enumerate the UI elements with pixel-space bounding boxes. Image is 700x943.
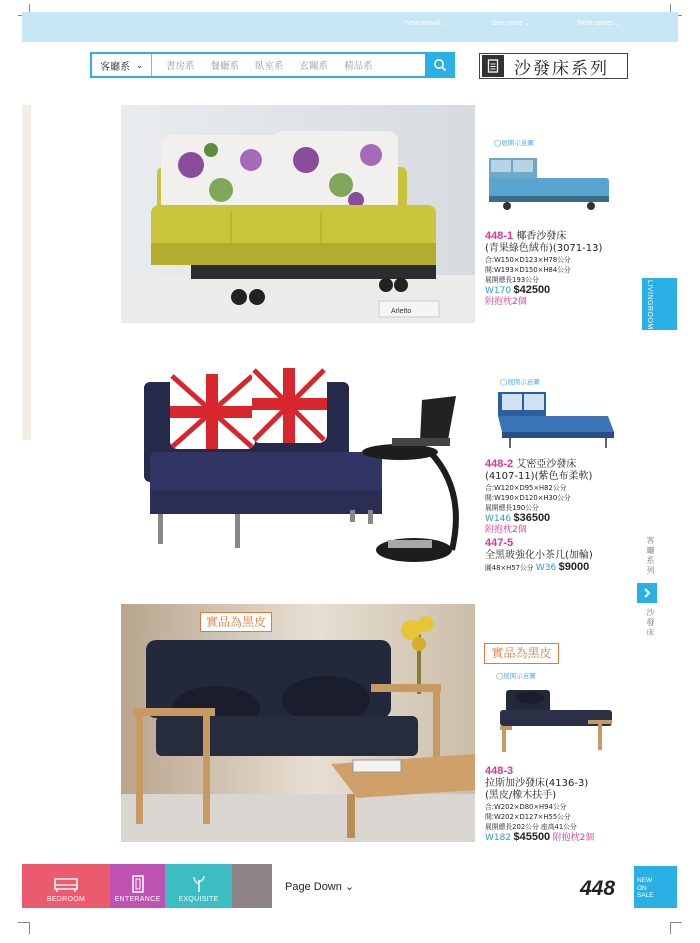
exquisite-button[interactable] (165, 864, 232, 908)
product-info-448-1 (485, 230, 635, 307)
product-name: 全黑玻強化小茶几(加輪) (485, 550, 593, 561)
new-on-sale-line: ON (637, 884, 647, 892)
product-open-length: 展開總長202公分 座高41公分 (485, 823, 577, 831)
top-banner (22, 12, 678, 42)
page-number: 448 (580, 877, 616, 900)
new-arrival-link[interactable]: New arrival ⌄ (405, 20, 448, 27)
product-open-length: 展開總長190公分 (485, 504, 539, 512)
product-open-dim: 開:W202×D127×H55公分 (485, 813, 571, 821)
page-down-button[interactable] (285, 880, 354, 893)
product-code: 448-3 (485, 765, 514, 777)
product-name: 拉斯加沙發床(4136-3) (485, 778, 589, 789)
product-code: 447-5 (485, 537, 514, 549)
product-code: 448-2 (485, 458, 514, 470)
chevron-down-icon: ⌄ (341, 881, 355, 893)
category-select-value: 客廳系 (100, 61, 131, 73)
photo-tag-text: Arletto (391, 308, 412, 315)
livingroom-label: LIVINGROOM (646, 280, 653, 330)
category-select[interactable] (92, 54, 152, 76)
product-closed-dim: 合:W202×D80×H94公分 (485, 803, 567, 811)
product-photo-448-2 (130, 360, 475, 580)
product-extra: 附抱枕2個 (485, 296, 527, 307)
livingroom-tab[interactable] (642, 278, 677, 330)
category-link-dining[interactable]: 餐廳系 (210, 61, 240, 72)
product-w-code: W182 (485, 833, 512, 843)
crop-mark (18, 922, 30, 934)
category-link-bedroom[interactable]: 臥室系 (255, 61, 284, 72)
plant-icon (191, 875, 207, 893)
product-extra: 附抱枕2個 (485, 524, 527, 535)
product-closed-dim: 合:W150×D123×H78公分 (485, 256, 571, 264)
series-title: 沙發床系列 (514, 58, 609, 79)
demo-label: ◯展開示意圖 (494, 139, 534, 147)
product-price: $36500 (513, 512, 551, 524)
open-view-448-3 (492, 684, 620, 756)
product-open-length: 展開總長193公分 (485, 276, 539, 284)
document-icon (482, 55, 504, 77)
adjacent-page-edge (22, 105, 31, 440)
product-photo-448-3 (121, 604, 475, 842)
product-price: $45500 (513, 831, 551, 843)
category-link-study[interactable]: 書房系 (166, 61, 195, 72)
exquisite-label: EXQUISITE (178, 896, 219, 903)
next-arrow-button[interactable] (637, 583, 657, 603)
new-on-sale-line: NEW (637, 877, 653, 884)
new-on-sale-line: SALE (637, 892, 654, 899)
category-link-entrance[interactable]: 玄關系 (299, 61, 329, 72)
category-search-bar (90, 52, 455, 78)
actual-product-badge: 實品為黑皮 (484, 643, 559, 664)
product-w-code: W170 (485, 286, 512, 296)
side-category-label: 客廳系列 (646, 536, 655, 576)
product-open-dim: 開:W190×D120×H30公分 (485, 494, 571, 502)
next-series-link[interactable]: Next series ⌄ (578, 20, 621, 27)
category-link-boutique[interactable]: 精品系 (344, 61, 373, 72)
product-name: 椰香沙發床 (516, 231, 567, 242)
open-view-448-2 (488, 388, 618, 454)
actual-product-badge: 實品為黑皮 (200, 612, 272, 632)
bed-icon (53, 877, 79, 893)
product-w-code: W36 (535, 563, 557, 573)
demo-label: ◯展開示意圖 (496, 672, 536, 680)
product-photo-448-1 (121, 105, 475, 323)
product-material: (4107-11)(紫色布柔軟) (485, 471, 593, 482)
entrance-label: ENTERANCE (114, 896, 161, 903)
product-w-code: W146 (485, 514, 512, 524)
product-code: 448-1 (485, 230, 514, 242)
crop-mark (670, 922, 682, 934)
chevron-right-icon (642, 588, 652, 598)
product-material: (青果綠色絨布)(3071-13) (485, 243, 603, 254)
open-view-448-1 (485, 150, 613, 220)
product-closed-dim: 合:W120×D95×H82公分 (485, 484, 567, 492)
search-icon (433, 58, 447, 72)
product-material: (黑皮/橡木扶手) (485, 790, 557, 801)
search-button[interactable] (425, 52, 455, 78)
product-open-dim: 開:W193×D150×H84公分 (485, 266, 571, 274)
side-subcategory-label: 沙發床 (646, 608, 655, 638)
gray-nav-block (232, 864, 272, 908)
product-info-448-2 (485, 458, 635, 574)
new-on-sale-button[interactable] (634, 866, 677, 908)
see-more-link[interactable]: See more ⌄ (492, 20, 531, 27)
series-title-box (479, 53, 628, 79)
entrance-button[interactable] (110, 864, 165, 908)
product-price: $9000 (558, 561, 590, 573)
product-name: 艾密亞沙發床 (516, 459, 577, 470)
bedroom-button[interactable] (22, 864, 110, 908)
bedroom-label: BEDROOM (46, 896, 86, 903)
page-down-label: Page Down (285, 881, 342, 893)
demo-label: ◯展開示意圖 (500, 378, 540, 386)
product-dims: 圓48×H57公分 (485, 564, 534, 572)
chevron-down-icon: ⌄ (136, 60, 143, 70)
product-info-448-3 (485, 765, 635, 844)
door-icon (131, 875, 145, 893)
product-price: $42500 (513, 284, 551, 296)
product-extra: 附抱枕2個 (552, 833, 595, 843)
